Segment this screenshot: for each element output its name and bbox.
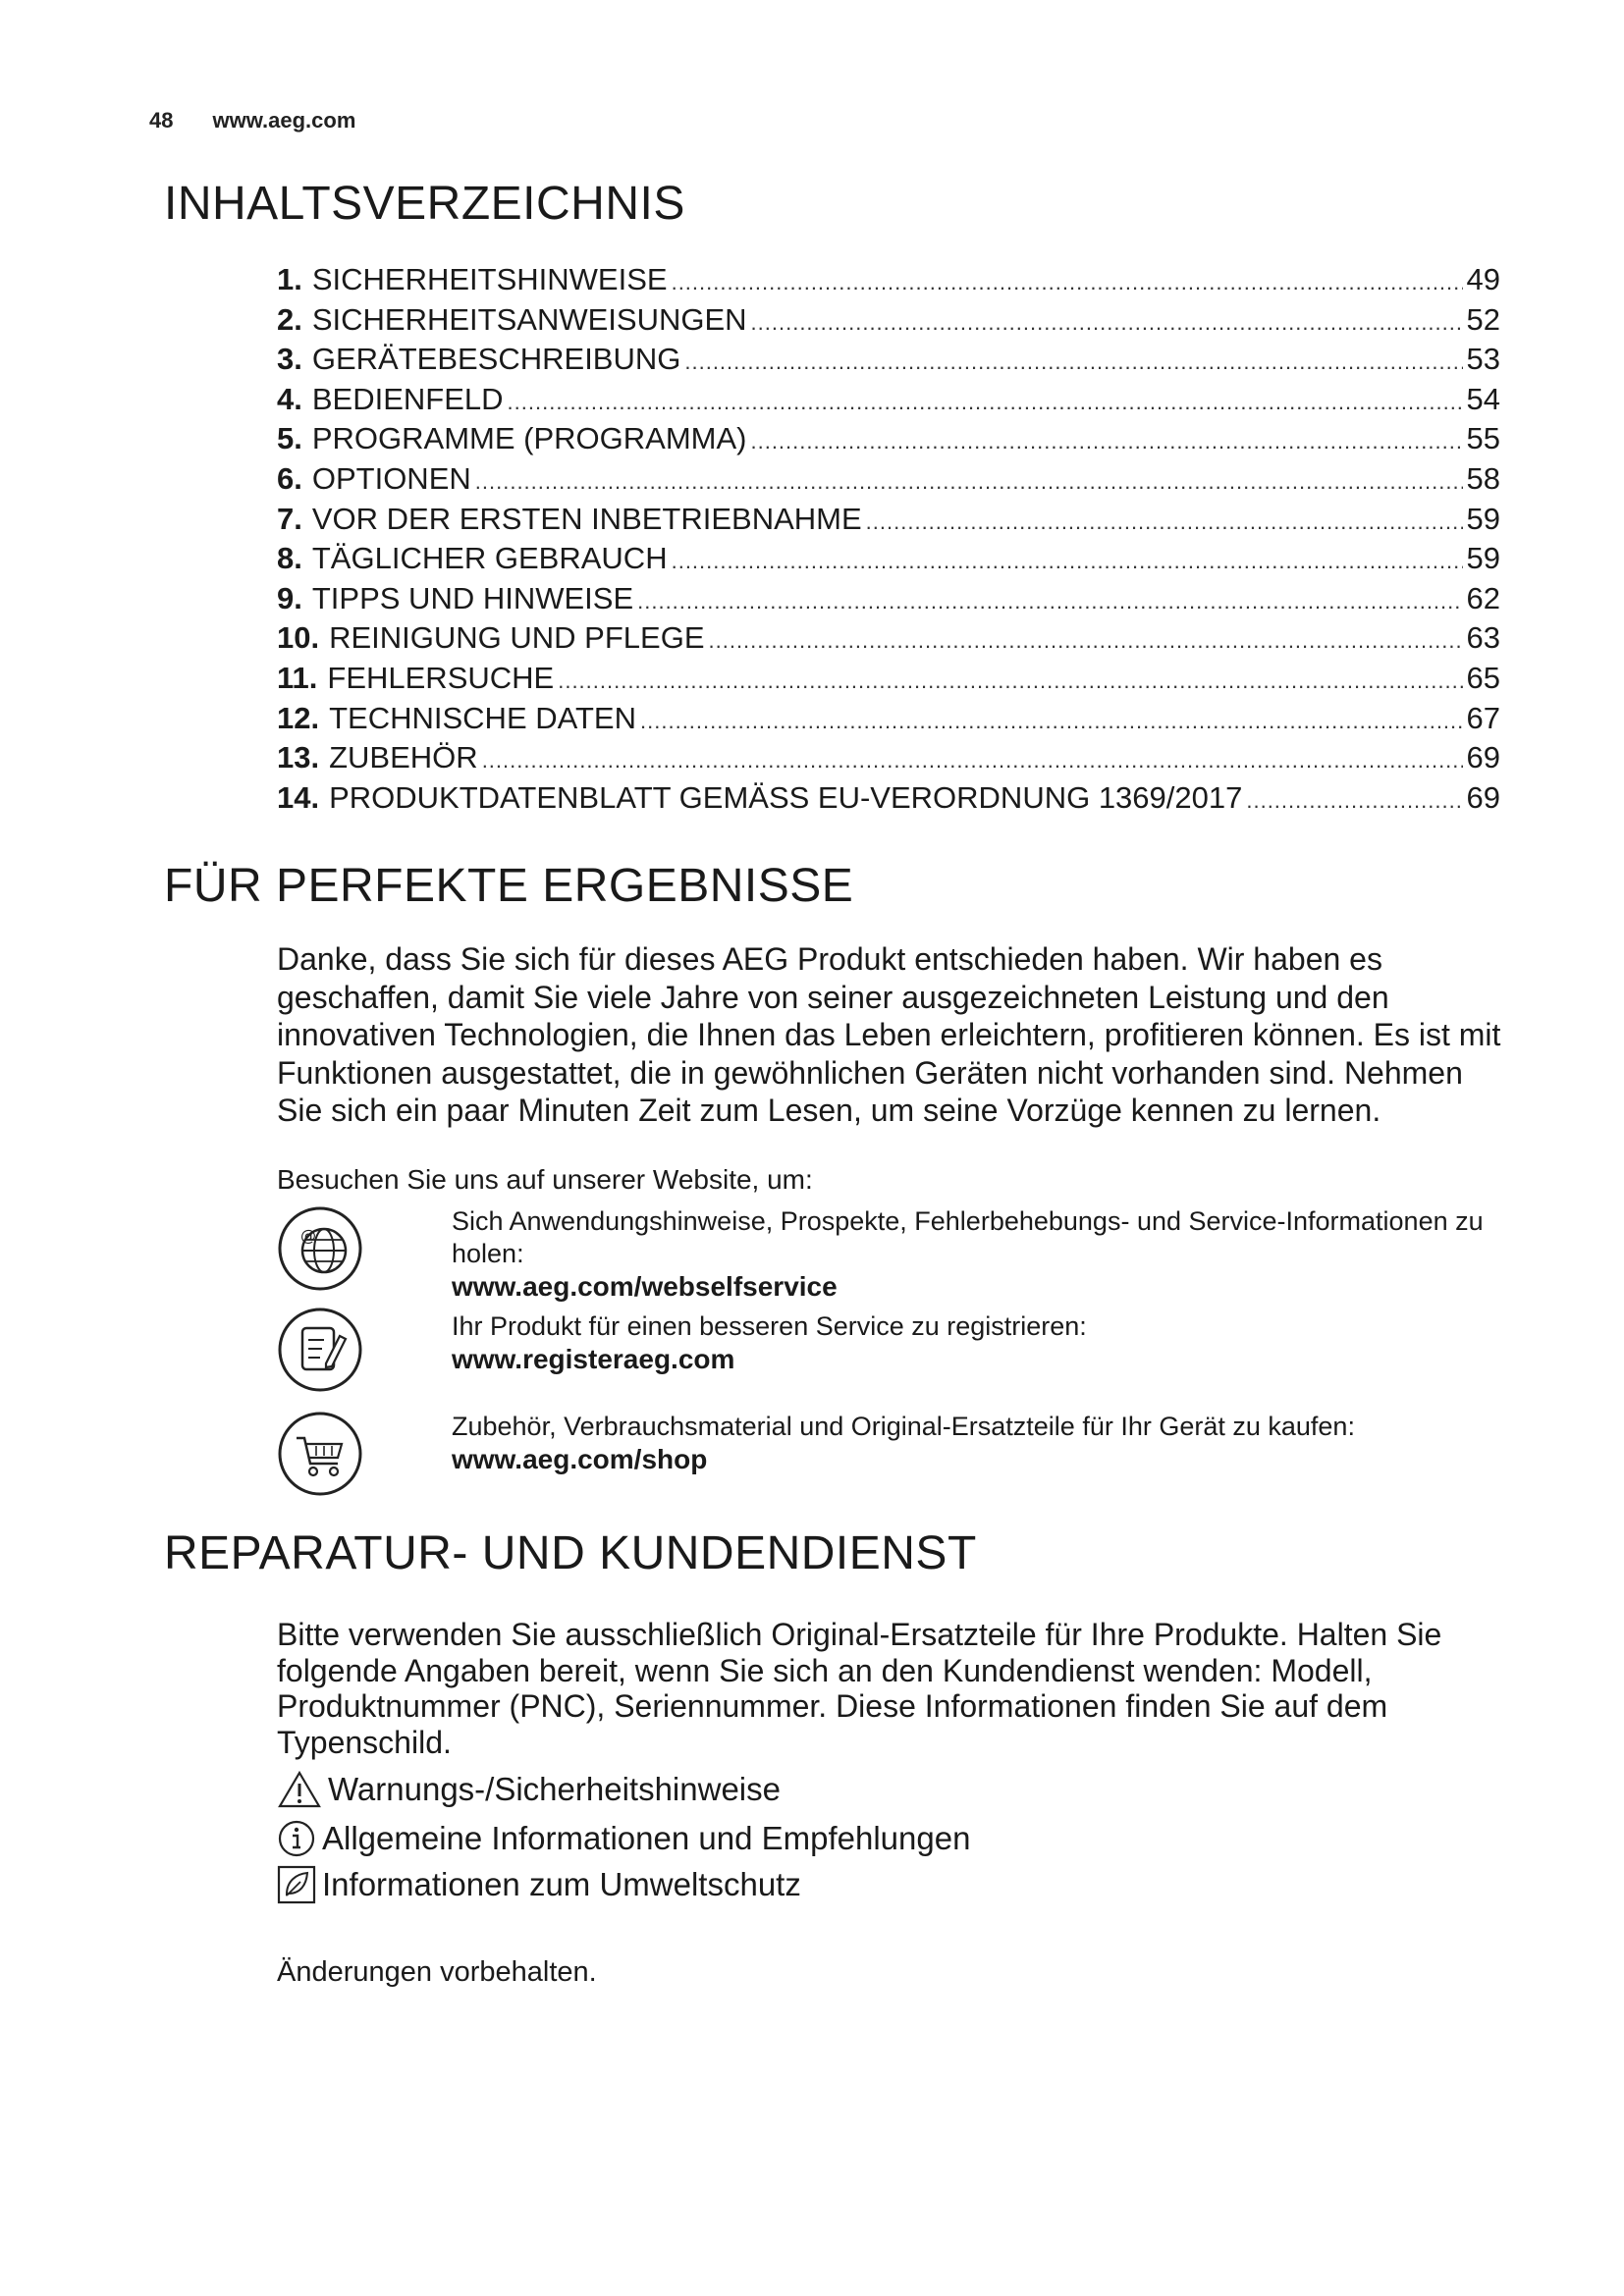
toc-entry-title: ZUBEHÖR (329, 740, 478, 775)
toc-leader-dots (672, 262, 1463, 297)
toc-entry-page: 59 (1466, 541, 1500, 576)
toc-entry-title: FEHLERSUCHE (327, 660, 555, 695)
toc-entry-page: 69 (1466, 779, 1500, 815)
toc-entry-page: 65 (1466, 660, 1500, 695)
warning-icon (277, 1770, 322, 1809)
register-icon (277, 1307, 363, 1393)
service-text: Ihr Produkt für einen besseren Service zu registrieren: (452, 1311, 1087, 1341)
toc-entry[interactable] (277, 541, 1500, 581)
toc-entry-number: 4. (277, 381, 302, 416)
toc-entry-title: BEDIENFELD (311, 381, 504, 416)
toc-entry-title: TÄGLICHER GEBRAUCH (311, 541, 668, 576)
toc-entry[interactable] (277, 581, 1500, 621)
toc-entry-number: 5. (277, 421, 302, 456)
toc-leader-dots (1246, 780, 1462, 816)
toc-entry-number: 14. (277, 779, 320, 815)
toc-entry-number: 7. (277, 501, 302, 536)
toc-entry-page: 63 (1466, 620, 1500, 656)
toc-entry-page: 62 (1466, 580, 1500, 615)
toc-entry-page: 58 (1466, 460, 1500, 496)
toc-entry-title: GERÄTEBESCHREIBUNG (311, 342, 681, 377)
toc-entry-title: TIPPS UND HINWEISE (311, 580, 634, 615)
toc-entry-number: 2. (277, 301, 302, 337)
toc-entry-number: 1. (277, 262, 302, 296)
toc-entry[interactable] (277, 701, 1500, 741)
shop-link[interactable]: www.aeg.com/shop (452, 1444, 708, 1474)
info-icon (277, 1819, 316, 1858)
toc-entry-page: 59 (1466, 501, 1500, 536)
legend-text: Warnungs-/Sicherheitshinweise (328, 1771, 781, 1807)
site-url[interactable]: www.aeg.com (212, 108, 356, 133)
toc-leader-dots (640, 701, 1463, 736)
toc-entry[interactable] (277, 262, 1500, 302)
toc-entry[interactable] (277, 461, 1500, 502)
legend-warning (277, 1770, 781, 1809)
environment-icon (277, 1865, 316, 1904)
toc-entry[interactable] (277, 382, 1500, 422)
toc-entry-number: 12. (277, 700, 320, 735)
toc-title: INHALTSVERZEICHNIS (164, 178, 685, 230)
legend-text: Allgemeine Informationen und Empfehlungen (322, 1820, 971, 1856)
service-text: Zubehör, Verbrauchsmaterial und Original-Ersatzteile für Ihr Gerät zu kaufen: (452, 1412, 1355, 1441)
register-link[interactable]: www.registeraeg.com (452, 1344, 735, 1374)
toc-entry[interactable] (277, 421, 1500, 461)
toc-entry-title: PRODUKTDATENBLATT GEMÄSS EU-VERORDNUNG 1369/2017 (329, 779, 1243, 815)
toc-entry[interactable] (277, 502, 1500, 542)
repair-title: REPARATUR- UND KUNDENDIENST (164, 1527, 977, 1579)
toc-entry[interactable] (277, 780, 1500, 821)
toc-entry-page: 49 (1466, 262, 1500, 296)
toc-entry-number: 9. (277, 580, 302, 615)
toc-leader-dots (482, 740, 1463, 775)
legend-info (277, 1819, 970, 1858)
toc-entry-page: 53 (1466, 342, 1500, 377)
toc-entry[interactable] (277, 661, 1500, 701)
toc-leader-dots (709, 620, 1463, 656)
toc-entry-number: 10. (277, 620, 320, 656)
webselfservice-link[interactable]: www.aeg.com/webselfservice (452, 1271, 838, 1302)
globe-icon (277, 1205, 363, 1292)
toc-entry-title: PROGRAMME (PROGRAMMA) (311, 421, 747, 456)
toc-entry-number: 11. (277, 660, 318, 695)
toc-leader-dots (751, 302, 1463, 338)
toc-entry-number: 13. (277, 740, 320, 775)
changes-notice: Änderungen vorbehalten. (277, 1956, 597, 1988)
repair-paragraph: Bitte verwenden Sie ausschließlich Original-Ersatzteile für Ihre Produkte. Halten Sie folgende Angaben bereit, wenn Sie sich an den Kundendienst wenden: Modell, Produktnummer (PNC), Seriennummer. Diese Informationen finden Sie auf dem Typenschild. (277, 1617, 1442, 1760)
legend-environment (277, 1865, 801, 1904)
toc-leader-dots (672, 541, 1463, 576)
table-of-contents (277, 262, 1500, 820)
toc-entry-page: 67 (1466, 700, 1500, 735)
toc-leader-dots (558, 661, 1462, 696)
toc-entry[interactable] (277, 620, 1500, 661)
toc-leader-dots (475, 461, 1463, 497)
toc-entry-title: OPTIONEN (311, 460, 471, 496)
toc-entry-title: SICHERHEITSHINWEISE (311, 262, 668, 296)
toc-leader-dots (750, 421, 1462, 456)
svg-text:@: @ (300, 1226, 316, 1245)
visit-text: Besuchen Sie uns auf unserer Website, um: (277, 1164, 813, 1195)
toc-leader-dots (508, 382, 1463, 417)
service-text: Sich Anwendungshinweise, Prospekte, Fehlerbehebungs- und Service-Informationen zu holen: (452, 1206, 1484, 1268)
toc-entry-title: SICHERHEITSANWEISUNGEN (311, 301, 747, 337)
toc-entry-number: 8. (277, 541, 302, 576)
toc-entry-number: 6. (277, 460, 302, 496)
toc-entry-number: 3. (277, 342, 302, 377)
toc-leader-dots (637, 581, 1462, 616)
toc-entry[interactable] (277, 740, 1500, 780)
toc-entry[interactable] (277, 342, 1500, 382)
intro-paragraph: Danke, dass Sie sich für dieses AEG Produkt entschieden haben. Wir haben es geschaffen, damit Sie viele Jahre von seiner ausgezeichneten Leistung und den innovativen Technologien, die Ihnen das Leben erleichtern, profitieren können. Es ist mit Funktionen ausgestattet, die in gewöhnlichen Geräten nicht vorhanden sind. Nehmen Sie sich ein paar Minuten Zeit zum Lesen, um seine Vorzüge kennen zu lernen. (277, 941, 1501, 1128)
page-header (149, 108, 355, 133)
toc-leader-dots (684, 342, 1462, 377)
toc-entry-title: TECHNISCHE DATEN (329, 700, 637, 735)
toc-entry-page: 52 (1466, 301, 1500, 337)
toc-entry-page: 69 (1466, 740, 1500, 775)
toc-entry-title: REINIGUNG UND PFLEGE (329, 620, 705, 656)
perfect-results-title: FÜR PERFEKTE ERGEBNISSE (164, 860, 854, 912)
toc-entry[interactable] (277, 302, 1500, 343)
toc-entry-page: 54 (1466, 381, 1500, 416)
toc-entry-title: VOR DER ERSTEN INBETRIEBNAHME (311, 501, 862, 536)
toc-leader-dots (866, 502, 1463, 537)
legend-text: Informationen zum Umweltschutz (322, 1866, 801, 1902)
toc-entry-page: 55 (1466, 421, 1500, 456)
cart-icon (277, 1411, 363, 1497)
page-number: 48 (149, 108, 174, 133)
